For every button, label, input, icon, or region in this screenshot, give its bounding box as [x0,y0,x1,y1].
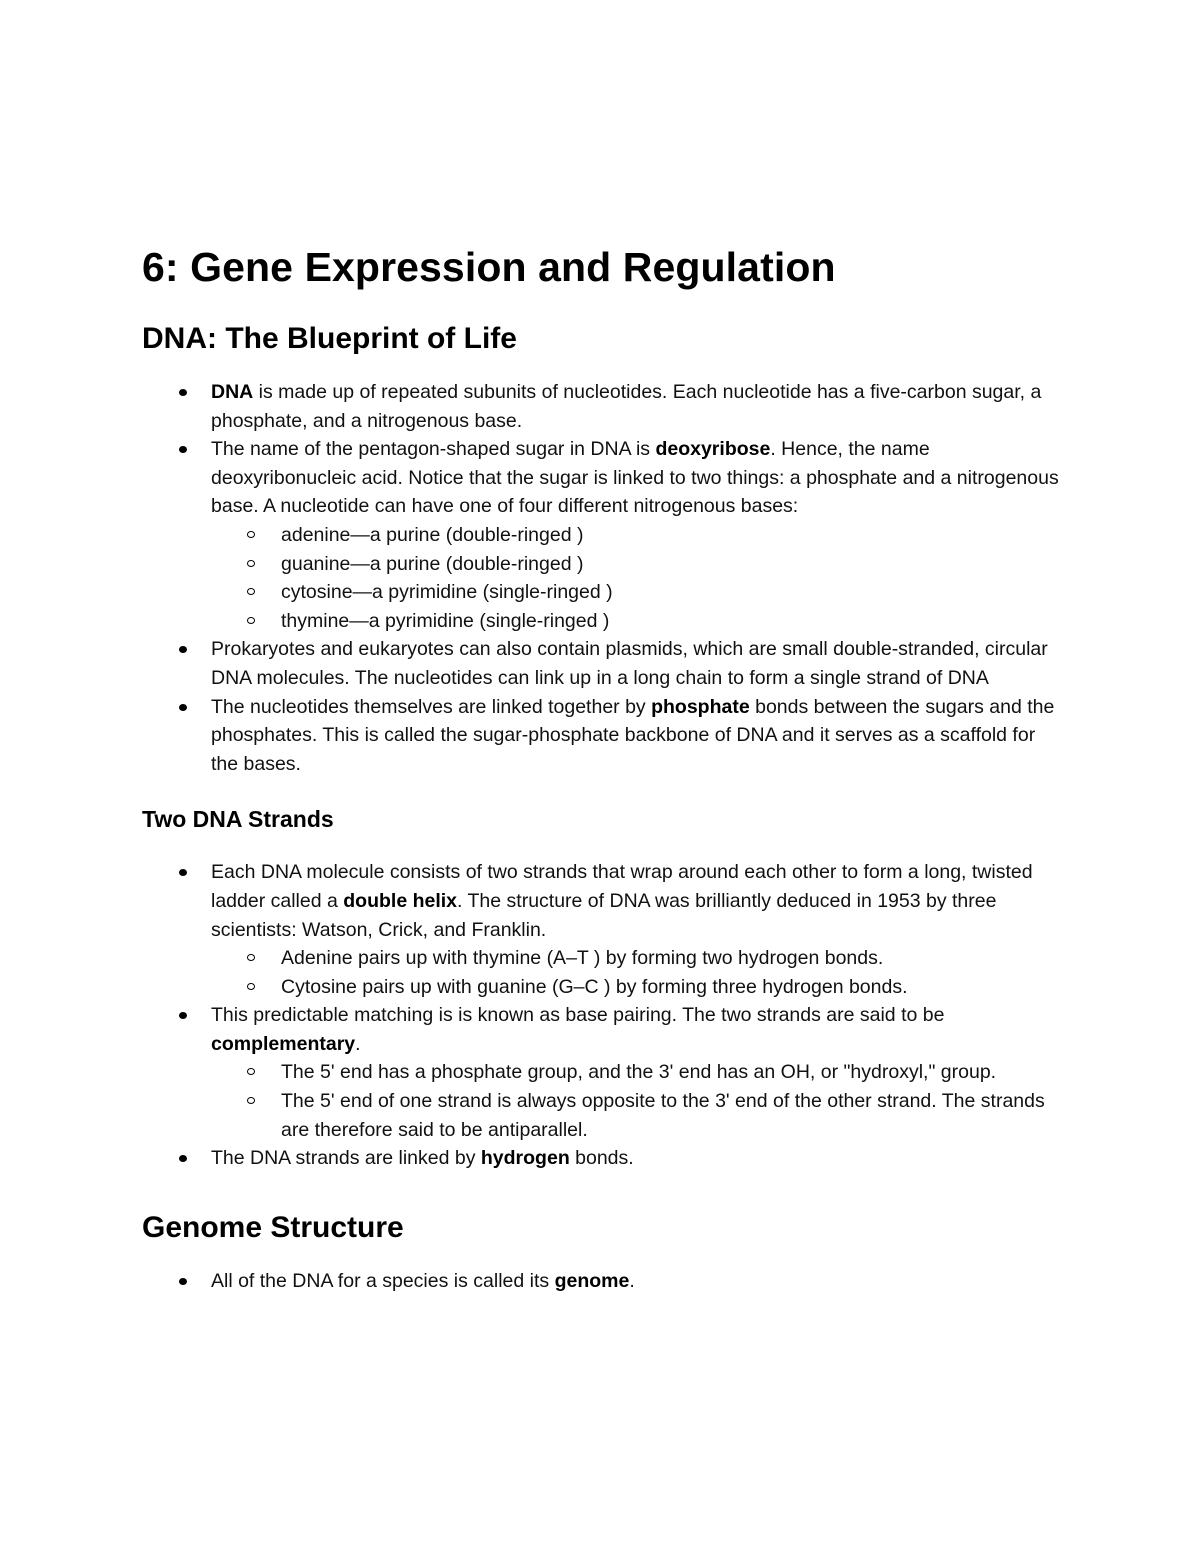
sub-list-item [209,1058,1062,1087]
list-item [142,858,1062,1001]
bold-term: double helix [343,889,458,912]
list-item-text: This predictable matching is is known as base pairing. The two strands are said to be [211,1004,945,1027]
sub-list-item [209,578,1062,607]
list-item [142,1144,1062,1173]
list-item [142,435,1062,635]
sub-list-item [209,521,1062,550]
bullet-circle-icon [247,560,255,567]
list-item-text: . [629,1269,635,1292]
sub-list-item-text: The 5' end has a phosphate group, and the 3' end has an OH, or "hydroxyl," group. [281,1061,997,1084]
bullet-dot-icon [179,1278,187,1285]
list-item [142,1267,1062,1296]
list-item-text: . The structure of DNA was brilliantly deduced in 1953 by three scientists: Watson, Crick, and Franklin. [211,889,997,941]
bullet-circle-icon [247,617,255,624]
sub-list-nitrogenous-bases [211,521,1062,635]
bold-term: DNA [211,381,254,403]
sub-list-item [209,550,1062,579]
bullet-dot-icon [179,446,187,453]
list-item [142,378,1062,435]
sub-list-strand-ends [211,1058,1062,1144]
page-title: 6: Gene Expression and Regulation [142,244,836,290]
bullet-circle-icon [247,983,255,990]
bullet-dot-icon [179,389,187,396]
sub-list-item-text: cytosine—a pyrimidine (single-ringed ) [281,581,613,604]
bold-term: phosphate [651,695,750,718]
bullet-circle-icon [247,1068,255,1075]
bullet-dot-icon [179,869,187,876]
bullet-circle-icon [247,954,255,961]
bullet-dot-icon [179,704,187,711]
list-item [142,635,1062,692]
list-item-text: All of the DNA for a species is called its [211,1269,555,1292]
sub-list-base-pairs [211,944,1062,1001]
sub-list-item-text: guanine—a purine (double-ringed ) [281,552,584,575]
sub-list-item-text: adenine—a purine (double-ringed ) [281,523,584,546]
sub-list-item-text: Adenine pairs up with thymine (A–T ) by forming two hydrogen bonds. [281,947,884,970]
list-item [142,1001,1062,1144]
sub-list-item [209,973,1062,1002]
bullet-dot-icon [179,1012,187,1019]
list-item-text: The nucleotides themselves are linked together by [211,695,652,718]
bullet-dot-icon [179,646,187,653]
bold-term: genome [554,1269,630,1292]
bullet-list-dna-blueprint [142,378,1062,778]
list-item-text: bonds between the sugars and the phosphates. This is called the sugar-phosphate backbone of DNA and it serves as a scaffold for the bases. [211,695,1055,775]
bullet-circle-icon [247,588,255,595]
bold-term: hydrogen [480,1147,570,1170]
sub-list-item [209,944,1062,973]
list-item [142,693,1062,779]
sub-list-item-text: The 5' end of one strand is always opposite to the 3' end of the other strand. The strands are therefore said to be antiparallel. [281,1090,1045,1141]
sub-list-item [209,1087,1062,1144]
section-heading-genome-structure: Genome Structure [142,1210,404,1244]
list-item-text: bonds. [569,1147,634,1170]
list-item-text: The name of the pentagon-shaped sugar in DNA is [211,438,656,461]
list-item-text: Prokaryotes and eukaryotes can also contain plasmids, which are small double-stranded, circular DNA molecules. The nucleotides can link up in a long chain to form a single strand of DNA [211,638,1048,689]
bold-term: deoxyribose [655,438,771,461]
list-item-text: The DNA strands are linked by [211,1147,481,1170]
spacer [142,1173,1062,1209]
list-item-text: . [355,1032,361,1055]
sub-list-item [209,607,1062,636]
bullet-circle-icon [247,1097,255,1104]
sub-list-item-text: Cytosine pairs up with guanine (G–C ) by forming three hydrogen bonds. [281,975,908,998]
document-body [142,240,1062,1295]
bold-term: complementary [211,1032,356,1055]
spacer [142,778,1062,804]
list-item-text: . Hence, the name deoxyribonucleic acid. Notice that the sugar is linked to two things: a phosphate and a nitrogenous base. A nucleotide can have one of four different nitrogenous bases: [211,438,1059,518]
bullet-list-two-dna-strands [142,858,1062,1173]
section-heading-dna-blueprint: DNA: The Blueprint of Life [142,322,517,355]
bullet-circle-icon [247,531,255,538]
sub-list-item-text: thymine—a pyrimidine (single-ringed ) [281,609,610,632]
list-item-text: Each DNA molecule consists of two strands that wrap around each other to form a long, twisted ladder called a [211,861,1033,912]
bullet-list-genome-structure [142,1267,1062,1296]
list-item-text: is made up of repeated subunits of nucleotides. Each nucleotide has a five-carbon sugar, a phosphate, and a nitrogenous base. [211,381,1042,432]
section-heading-two-dna-strands: Two DNA Strands [142,806,334,833]
bullet-dot-icon [179,1155,187,1162]
